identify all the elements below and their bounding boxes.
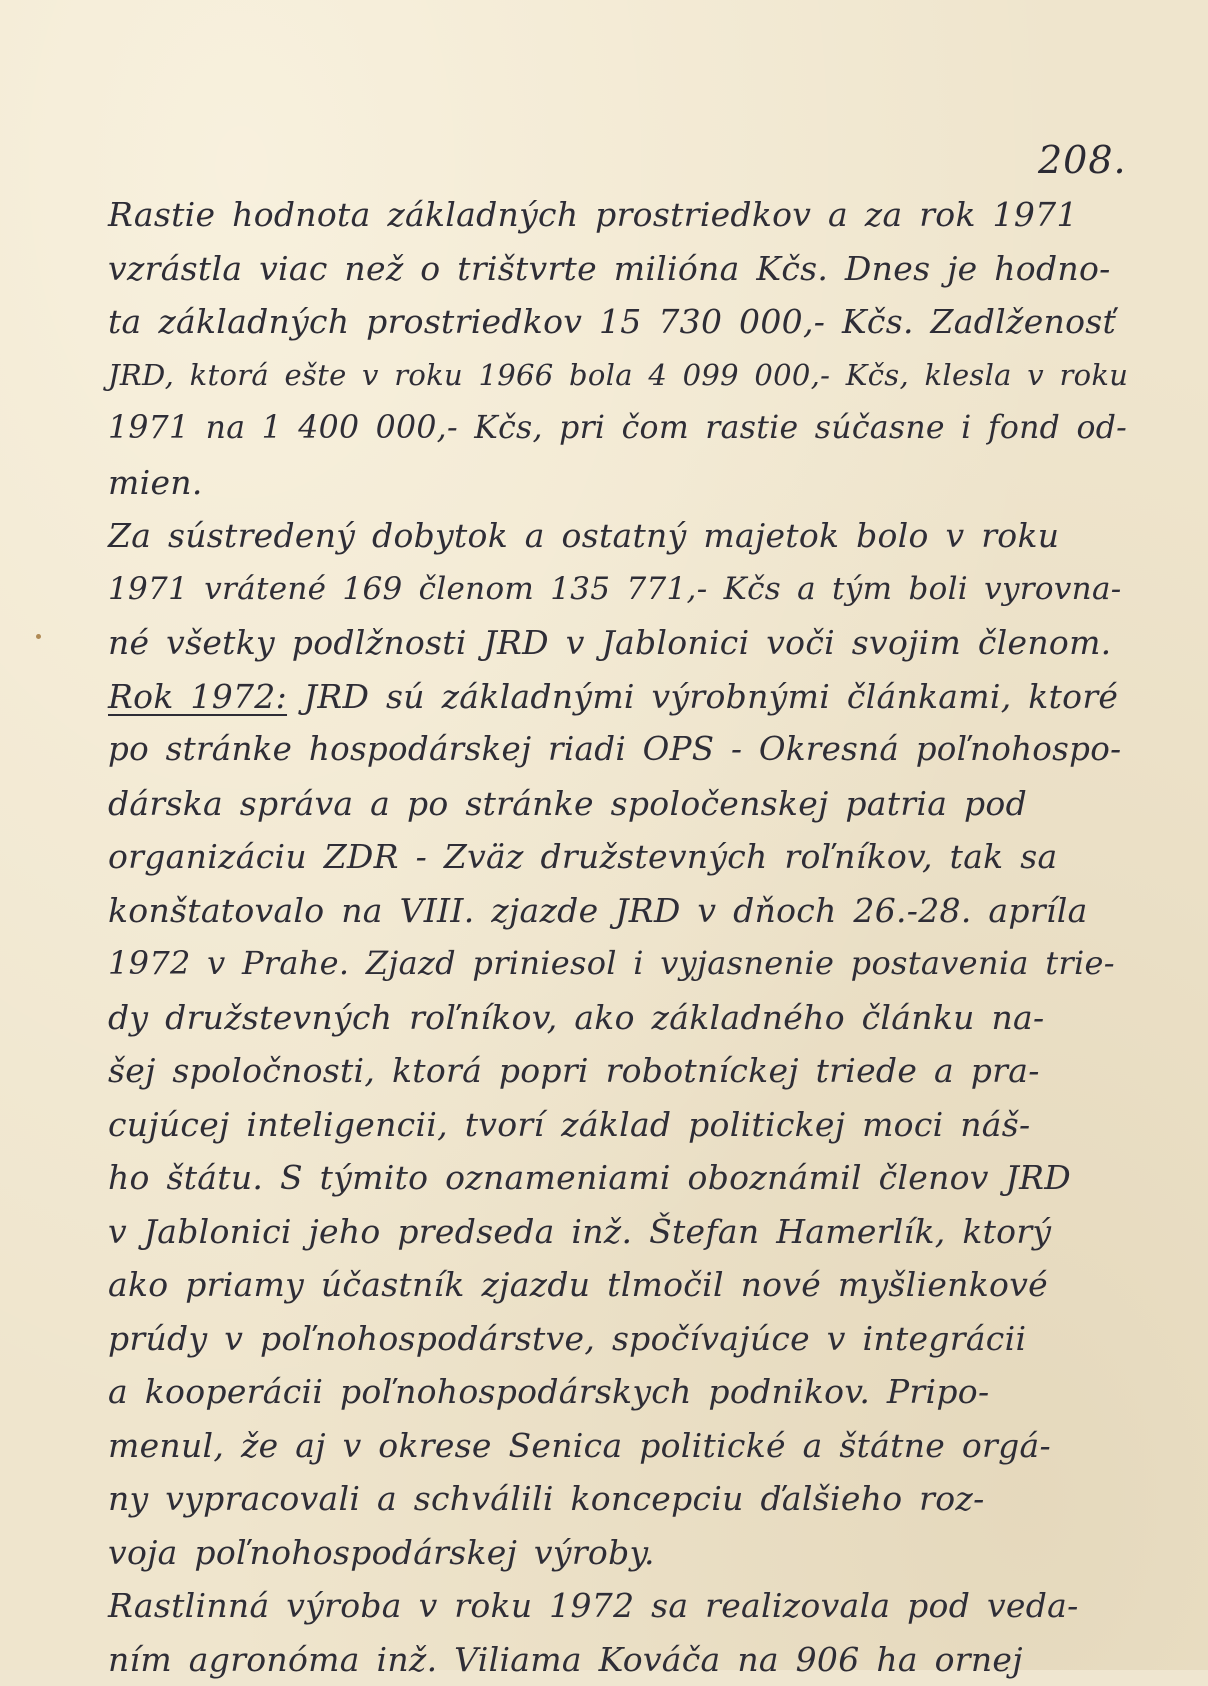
ink-spot — [36, 634, 41, 639]
text-line: mien. — [108, 456, 1128, 510]
text-line: ako priamy účastník zjazdu tlmočil nové myšlienkové — [108, 1258, 1128, 1312]
text-line: šej spoločnosti, ktorá popri robotníckej triede a pra- — [108, 1044, 1128, 1098]
text-line: menul, že aj v okrese Senica politické a štátne orgá- — [108, 1419, 1128, 1473]
text-line: ny vypracovali a schválili koncepciu ďalšieho roz- — [108, 1472, 1128, 1526]
text-line: a kooperácii poľnohospodárskych podnikov. Pripo- — [108, 1365, 1128, 1419]
text-line: 1972 v Prahe. Zjazd priniesol i vyjasnenie postavenia trie- — [108, 937, 1128, 991]
text-line: ním agronóma inž. Viliama Kováča na 906 ha ornej — [108, 1633, 1128, 1686]
text-line: Za sústredený dobytok a ostatný majetok bolo v roku — [108, 509, 1128, 563]
text-line: vzrástla viac než o trištvrte milióna Kčs. Dnes je hodno- — [108, 242, 1128, 296]
text-line: né všetky podlžnosti JRD v Jablonici voči svojim členom. — [108, 616, 1128, 670]
text-line — [108, 670, 1128, 724]
page-number: 208. — [1038, 138, 1127, 182]
text-line: JRD, ktorá ešte v roku 1966 bola 4 099 000,- Kčs, klesla v roku — [108, 349, 1128, 403]
text-line: cujúcej inteligencii, tvorí základ politickej moci náš- — [108, 1098, 1128, 1152]
handwritten-text — [108, 188, 1128, 1686]
text-line: ho štátu. S týmito oznameniami oboznámil členov JRD — [108, 1151, 1128, 1205]
text-line: ta základných prostriedkov 15 730 000,- Kčs. Zadlženosť — [108, 295, 1128, 349]
text-line: organizáciu ZDR - Zväz družstevných roľníkov, tak sa — [108, 830, 1128, 884]
text-line: 1971 vrátené 169 členom 135 771,- Kčs a tým boli vyrovna- — [108, 563, 1128, 617]
text-line: konštatovalo na VIII. zjazde JRD v dňoch 26.-28. apríla — [108, 884, 1128, 938]
text-line-rest: JRD sú základnými výrobnými článkami, ktoré — [287, 677, 1118, 716]
text-line: voja poľnohospodárskej výroby. — [108, 1526, 1128, 1580]
text-line: po stránke hospodárskej riadi OPS - Okresná poľnohospo- — [108, 723, 1128, 777]
section-label: Rok 1972: — [108, 677, 287, 716]
text-line: dárska správa a po stránke spoločenskej patria pod — [108, 777, 1128, 831]
text-line: 1971 na 1 400 000,- Kčs, pri čom rastie súčasne i fond od- — [108, 402, 1128, 456]
text-line: prúdy v poľnohospodárstve, spočívajúce v integrácii — [108, 1312, 1128, 1366]
text-line: v Jablonici jeho predseda inž. Štefan Hamerlík, ktorý — [108, 1205, 1128, 1259]
text-line: dy družstevných roľníkov, ako základného článku na- — [108, 991, 1128, 1045]
text-line: Rastlinná výroba v roku 1972 sa realizovala pod veda- — [108, 1579, 1128, 1633]
text-line: Rastie hodnota základných prostriedkov a za rok 1971 — [108, 188, 1128, 242]
